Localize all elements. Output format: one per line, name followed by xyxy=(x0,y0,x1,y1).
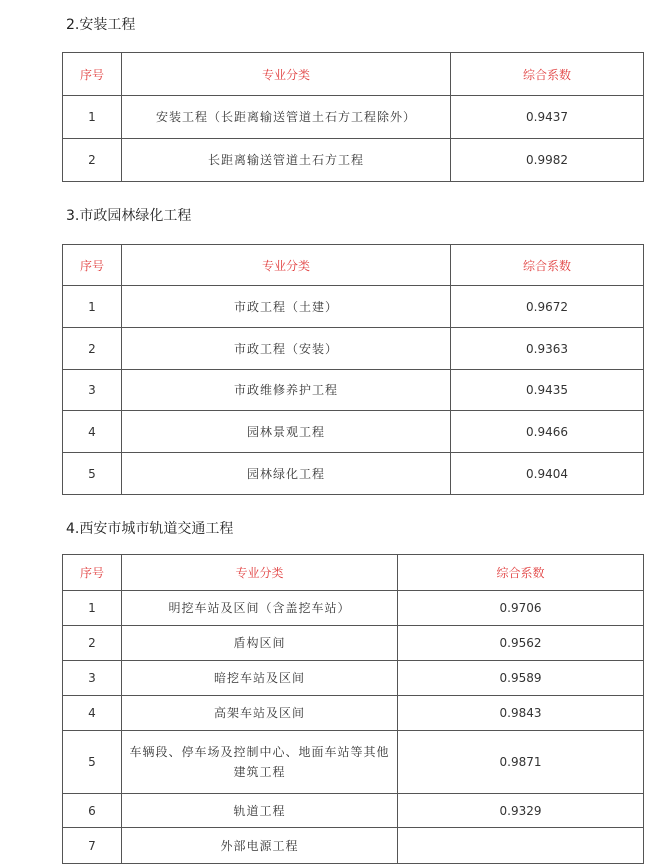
row-coef: 0.9437 xyxy=(451,96,644,139)
table-row xyxy=(63,626,644,661)
row-coef: 0.9982 xyxy=(451,139,644,182)
row-category: 市政工程（土建） xyxy=(122,286,451,328)
row-category: 市政维修养护工程 xyxy=(122,370,451,411)
table-row xyxy=(63,328,644,370)
row-category: 安装工程（长距离输送管道土石方工程除外） xyxy=(122,96,451,139)
row-coef: 0.9871 xyxy=(398,731,644,794)
row-coef: 0.9363 xyxy=(451,328,644,370)
table-row xyxy=(63,794,644,828)
row-category: 轨道工程 xyxy=(122,794,398,828)
header-category: 专业分类 xyxy=(122,53,451,96)
table-row xyxy=(63,661,644,696)
row-seq: 4 xyxy=(63,696,122,731)
row-coef: 0.9589 xyxy=(398,661,644,696)
row-seq: 5 xyxy=(63,453,122,495)
row-seq: 2 xyxy=(63,139,122,182)
table-row xyxy=(63,591,644,626)
table-row xyxy=(63,370,644,411)
row-coef: 0.9706 xyxy=(398,591,644,626)
row-coef: 0.9466 xyxy=(451,411,644,453)
coefficient-table-municipal xyxy=(62,244,644,495)
row-category: 长距离输送管道土石方工程 xyxy=(122,139,451,182)
row-category: 盾构区间 xyxy=(122,626,398,661)
row-seq: 3 xyxy=(63,661,122,696)
coefficient-table-installation xyxy=(62,52,644,182)
row-seq: 4 xyxy=(63,411,122,453)
row-category: 暗挖车站及区间 xyxy=(122,661,398,696)
table-row xyxy=(63,411,644,453)
header-category: 专业分类 xyxy=(122,555,398,591)
header-category: 专业分类 xyxy=(122,245,451,286)
row-coef: 0.9404 xyxy=(451,453,644,495)
row-coef: 0.9843 xyxy=(398,696,644,731)
table-row xyxy=(63,828,644,864)
table-row xyxy=(63,286,644,328)
table-row xyxy=(63,696,644,731)
section-title-installation: 2.安装工程 xyxy=(66,17,136,33)
table-row xyxy=(63,453,644,495)
header-coef: 综合系数 xyxy=(451,245,644,286)
header-coef: 综合系数 xyxy=(398,555,644,591)
header-seq: 序号 xyxy=(63,53,122,96)
row-seq: 7 xyxy=(63,828,122,864)
coefficient-table-rail-transit xyxy=(62,554,644,864)
row-coef xyxy=(398,828,644,864)
section-title-rail-transit: 4.西安市城市轨道交通工程 xyxy=(66,521,234,537)
row-seq: 5 xyxy=(63,731,122,794)
row-seq: 3 xyxy=(63,370,122,411)
header-seq: 序号 xyxy=(63,555,122,591)
row-category: 高架车站及区间 xyxy=(122,696,398,731)
table-header-row xyxy=(63,53,644,96)
table-row xyxy=(63,139,644,182)
row-seq: 2 xyxy=(63,328,122,370)
table-header-row xyxy=(63,555,644,591)
row-category: 明挖车站及区间（含盖挖车站） xyxy=(122,591,398,626)
row-category: 车辆段、停车场及控制中心、地面车站等其他建筑工程 xyxy=(122,731,398,794)
row-category: 市政工程（安装） xyxy=(122,328,451,370)
row-seq: 1 xyxy=(63,96,122,139)
table-row xyxy=(63,731,644,794)
header-seq: 序号 xyxy=(63,245,122,286)
table-header-row xyxy=(63,245,644,286)
row-category: 园林绿化工程 xyxy=(122,453,451,495)
header-coef: 综合系数 xyxy=(451,53,644,96)
row-seq: 1 xyxy=(63,286,122,328)
row-category: 外部电源工程 xyxy=(122,828,398,864)
row-coef: 0.9435 xyxy=(451,370,644,411)
row-seq: 2 xyxy=(63,626,122,661)
row-category: 园林景观工程 xyxy=(122,411,451,453)
row-coef: 0.9562 xyxy=(398,626,644,661)
row-seq: 1 xyxy=(63,591,122,626)
row-coef: 0.9329 xyxy=(398,794,644,828)
section-title-municipal: 3.市政园林绿化工程 xyxy=(66,208,192,224)
table-row xyxy=(63,96,644,139)
row-seq: 6 xyxy=(63,794,122,828)
row-coef: 0.9672 xyxy=(451,286,644,328)
